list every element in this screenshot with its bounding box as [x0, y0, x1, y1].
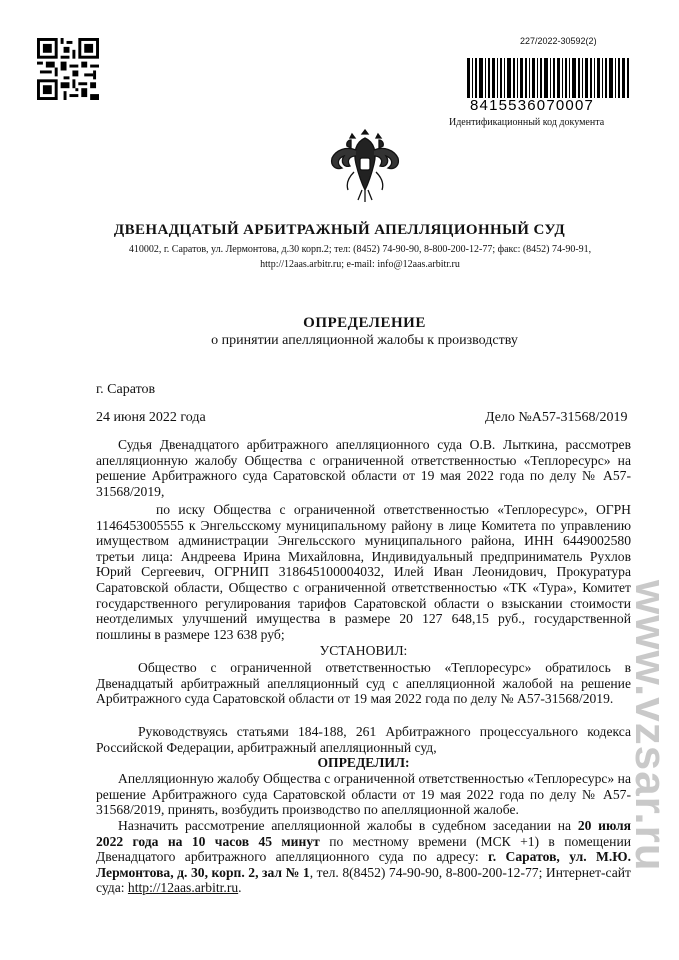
heading-established: УСТАНОВИЛ: [319, 643, 408, 658]
document-title: ОПРЕДЕЛЕНИЕ [303, 315, 426, 331]
court-address [60, 242, 660, 272]
paragraph-grounds: Руководствуясь статьями 184-188, 261 Арбитражного процессуального кодекса Российской Федерации, арбитражный апелляционный суд, [96, 724, 631, 755]
coat-of-arms-icon [326, 124, 404, 204]
case-reference-top: 227/2022-30592(2) [520, 36, 597, 46]
court-name: ДВЕНАДЦАТЫЙ АРБИТРАЖНЫЙ АПЕЛЛЯЦИОННЫЙ СУД [113, 222, 566, 238]
watermark: www.vzsar.ru [626, 580, 675, 872]
hearing-text-2: по местному времени (МСК +1) в помещении Двенадцатого арбитражного апелляционного суда по адресу: [96, 833, 631, 865]
hearing-text-1: Назначить рассмотрение апелляционной жалобы в судебном заседании на [118, 818, 578, 833]
document-date: 24 июня 2022 года [96, 410, 206, 425]
city: г. Саратов [96, 382, 156, 397]
court-address-line-2: http://12aas.arbitr.ru; e-mail: info@12aas.arbitr.ru [260, 259, 460, 270]
paragraph-appeal: Общество с ограниченной ответственностью «Теплоресурс» обратилось в Двенадцатый арбитражный апелляционный суд с апелляционной жалобой на решение Арбитражного суда Саратовской области от 19 мая 2022 года по делу № А57-31568/2019. [96, 660, 631, 707]
paragraph-accept: Апелляционную жалобу Общества с ограниченной ответственностью «Теплоресурс» на решение Арбитражного суда Саратовской области от 19 мая 2022 года по делу № А57-31568/2019, принять, возбудить производство по апелляционной жалобе. [96, 771, 631, 818]
qr-code [37, 38, 99, 100]
court-address-line-1: 410002, г. Саратов, ул. Лермонтова, д.30 корп.2; тел: (8452) 74-90-90, 8-800-200-12-77; факс: (8452) 74-90-91, [128, 244, 592, 255]
paragraph-intro: Судья Двенадцатого арбитражного апелляционного суда О.В. Лыткина, рассмотрев апелляционную жалобу Общества с ограниченной ответственностью «Теплоресурс» на решение Арбитражного суда Саратовской области от 19 мая 2022 года по делу № А57-31568/2019, [96, 437, 631, 499]
hearing-datetime: 20 июля 2022 года на 10 часов 45 минут [96, 818, 631, 849]
id-code-label: Идентификационный код документа [449, 117, 605, 128]
paragraph-claim: по иску Общества с ограниченной ответственностью «Теплоресурс», ОГРН 1146453005555 к Энгельсскому муниципальному району в лице Комитета по управлению имуществом администрации Энгельсского муниципального района, ИНН 6449002580 третьи лица: Андреева Ирина Михайловна, Индивидуальный предприниматель Рухлов Юрий Сергеевич, ОГРНИП 318645100004032, Илей Иван Леонидович, Прокуратура Саратовской области, Общество с ограниченной ответственностью «ТК «Тура», Комитет государственного регулирования тарифов Саратовской области о взыскании стоимости неотделимых улучшений имущества в размере 20 127 648,15 руб., государственной пошлины в размере 123 638 руб; [96, 502, 631, 642]
hearing-text-end: . [238, 880, 242, 896]
document-subtitle: о принятии апелляционной жалобы к производству [211, 333, 518, 348]
paragraph-hearing [96, 818, 631, 896]
hearing-text-3: , тел. 8(8452) 74-90-90, 8-800-200-12-77; Интернет-сайт суда: [96, 864, 631, 896]
court-website-link[interactable]: http://12aas.arbitr.ru [127, 880, 239, 896]
heading-determined: ОПРЕДЕЛИЛ: [317, 755, 410, 770]
case-number: Дело №А57-31568/2019 [485, 410, 628, 425]
barcode-number: 8415536070007 [470, 97, 595, 114]
hearing-address: г. Саратов, ул. М.Ю. Лермонтова, д. 30, корп. 2, зал № 1 [96, 849, 631, 880]
barcode [467, 58, 629, 98]
